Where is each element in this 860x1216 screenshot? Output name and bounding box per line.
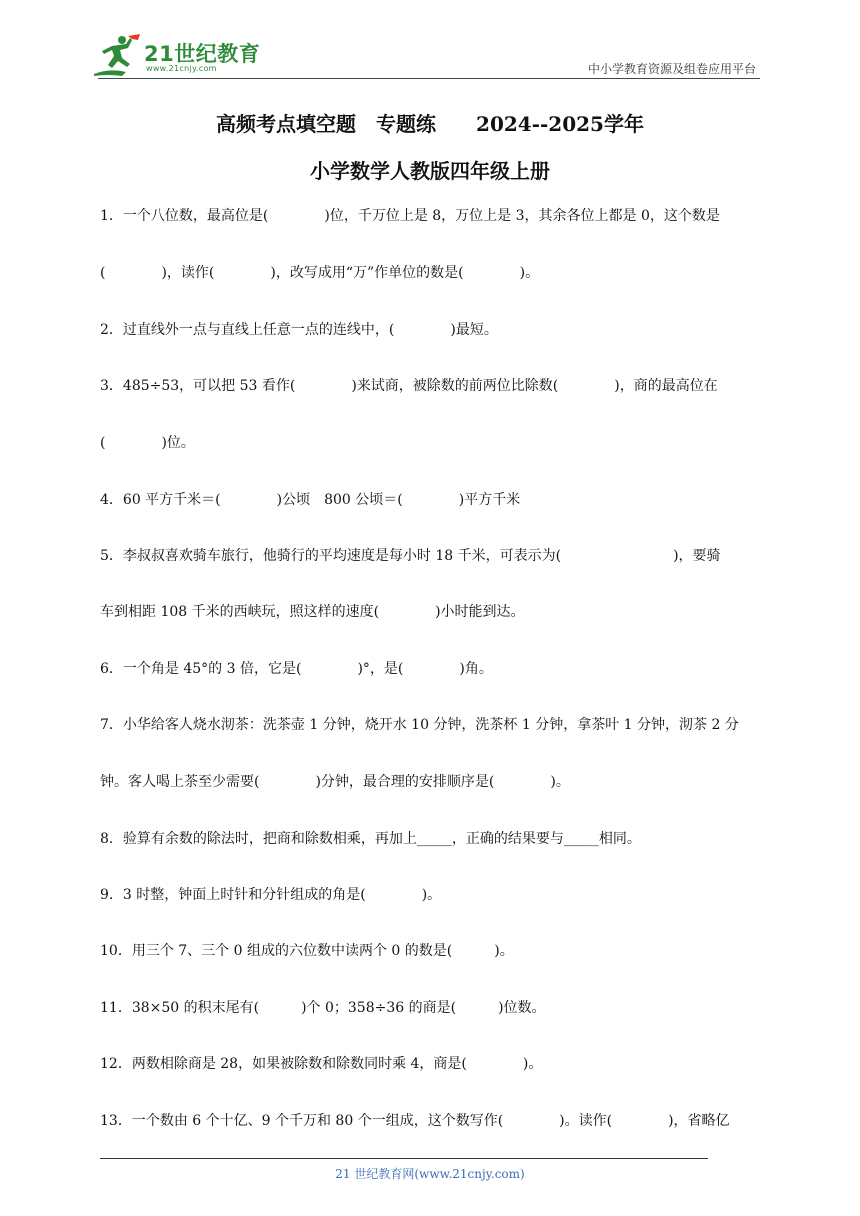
document-subtitle: 小学数学人教版四年级上册 (310, 159, 550, 183)
question-9-line-1: 9．3 时整，钟面上时针和分针组成的角是( )。 (100, 887, 442, 903)
question-1-line-2: ( )，读作( )，改写成用“万”作单位的数是( )。 (100, 265, 540, 281)
question-5-line-2: 车到相距 108 千米的西峡玩，照这样的速度( )小时能到达。 (100, 604, 525, 620)
document-title: 高频考点填空题 专题练 2024--2025学年 (216, 112, 644, 136)
footer-divider (100, 1158, 708, 1159)
question-8-line-1: 8．验算有余数的除法时，把商和除数相乘，再加上_____，正确的结果要与_____相同。 (100, 831, 641, 847)
logo-url: www.21cnjy.com (146, 64, 217, 73)
page-header (0, 0, 860, 90)
question-13-line-1: 13．一个数由 6 个十亿、9 个千万和 80 个一组成，这个数写作( )。读作( )，省略亿 (100, 1113, 730, 1129)
logo-wordmark: 21世纪教育 (144, 42, 261, 66)
question-12-line-1: 12．两数相除商是 28，如果被除数和除数同时乘 4，商是( )。 (100, 1056, 543, 1072)
question-6-line-1: 6．一个角是 45°的 3 倍，它是( )°，是( )角。 (100, 661, 493, 677)
question-7-line-2: 钟。客人喝上茶至少需要( )分钟，最合理的安排顺序是( )。 (100, 774, 570, 790)
question-3-line-1: 3．485÷53，可以把 53 看作( )来试商，被除数的前两位比除数( )，商的最高位在 (100, 378, 718, 394)
question-2-line-1: 2．过直线外一点与直线上任意一点的连线中，( )最短。 (100, 322, 498, 338)
runner-logo-icon (92, 34, 142, 78)
question-10-line-1: 10．用三个 7、三个 0 组成的六位数中读两个 0 的数是( )。 (100, 943, 514, 959)
header-tagline: 中小学教育资源及组卷应用平台 (587, 62, 756, 76)
site-logo[interactable] (92, 34, 262, 78)
header-divider (98, 78, 760, 79)
question-3-line-2: ( )位。 (100, 435, 195, 451)
question-11-line-1: 11．38×50 的积末尾有( )个 0；358÷36 的商是( )位数。 (100, 1000, 546, 1016)
question-5-line-1: 5．李叔叔喜欢骑车旅行，他骑行的平均速度是每小时 18 千米，可表示为( )，要骑 (100, 548, 721, 564)
question-1-line-1: 1．一个八位数，最高位是( )位，千万位上是 8，万位上是 3，其余各位上都是 0，这个数是 (100, 208, 720, 224)
question-4-line-1: 4．60 平方千米＝( )公顷 800 公顷＝( )平方千米 (100, 492, 521, 508)
footer-link[interactable]: 21 世纪教育网(www.21cnjy.com) (335, 1167, 525, 1181)
question-7-line-1: 7．小华给客人烧水沏茶：洗茶壶 1 分钟，烧开水 10 分钟，洗茶杯 1 分钟，拿茶叶 1 分钟，沏茶 2 分 (100, 717, 739, 733)
